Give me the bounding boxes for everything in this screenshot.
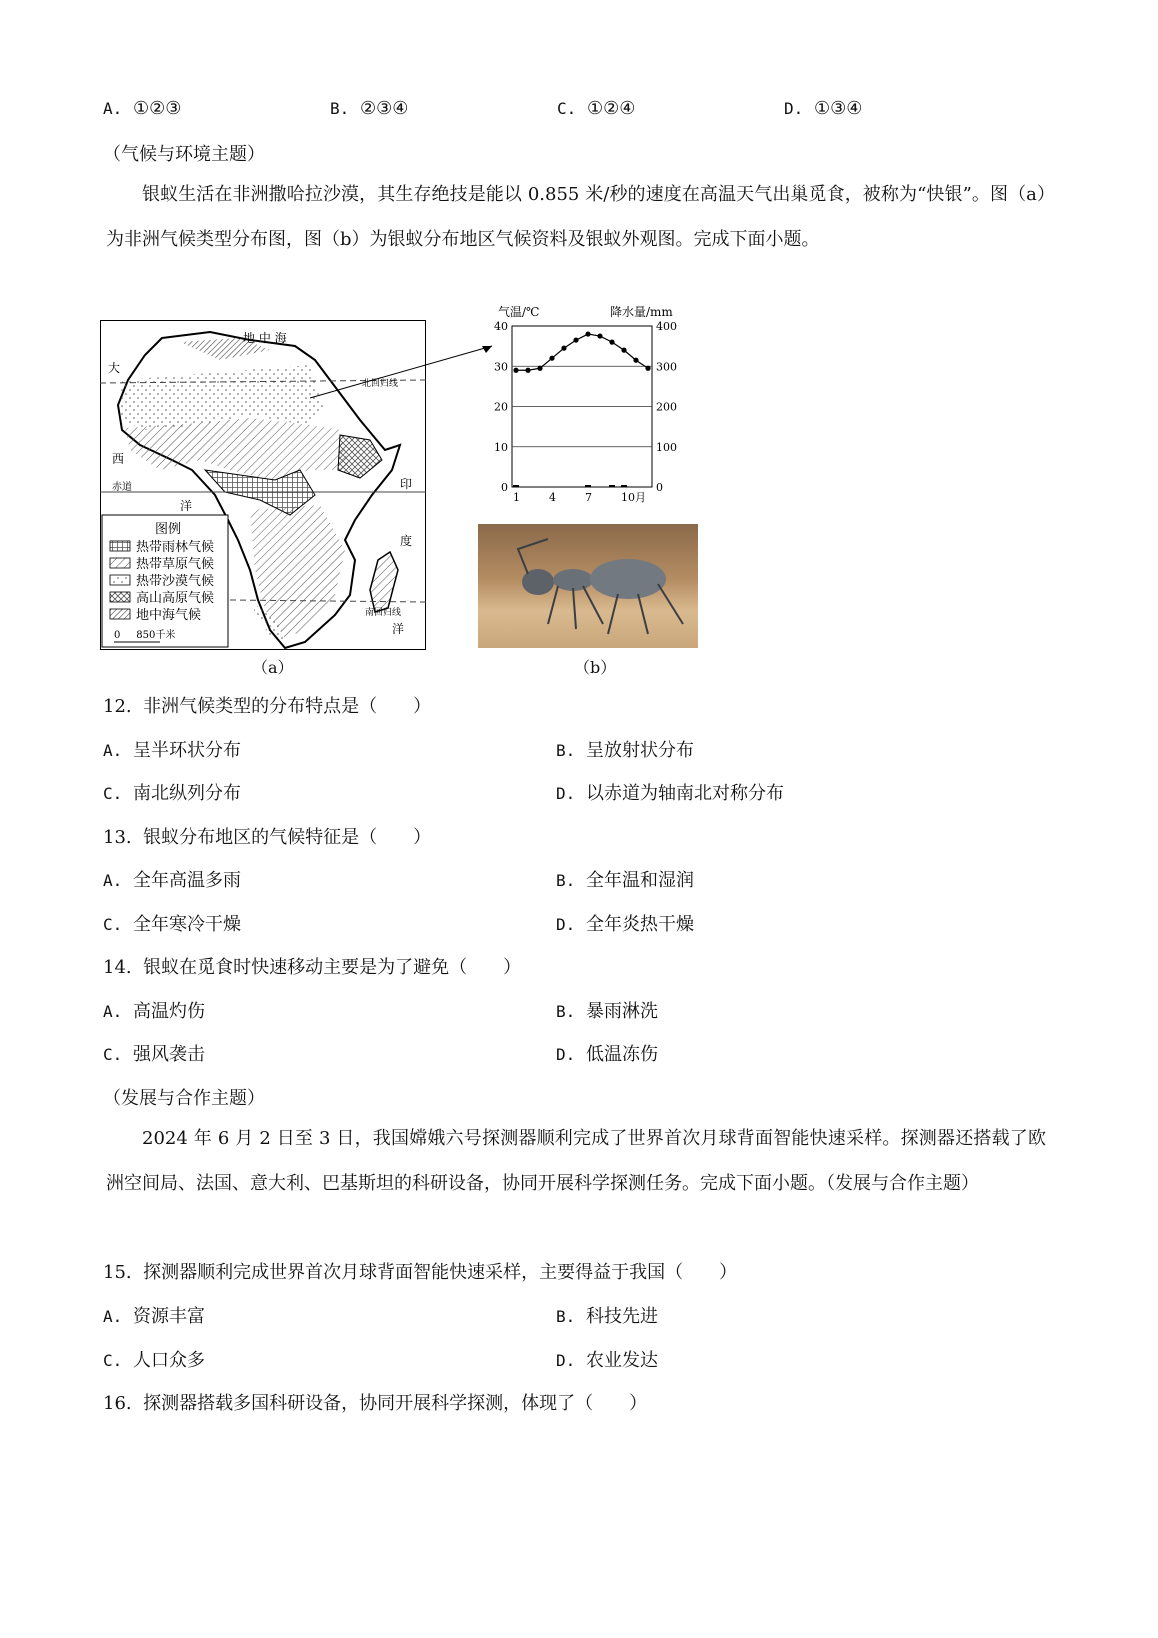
map-label-equator: 赤道	[112, 482, 132, 493]
chart-temp-line	[516, 334, 648, 370]
q15-option-d: D. 农业发达	[556, 1350, 658, 1371]
chart-xtick: 4	[549, 491, 556, 504]
top-option-c: C. ①②④	[557, 98, 636, 119]
chart-temp-point	[561, 346, 566, 351]
q12-option-d: D. 以赤道为轴南北对称分布	[556, 783, 784, 804]
q14-option-a: A. 高温灼伤	[103, 1001, 205, 1022]
chart-ytick-right: 200	[656, 400, 677, 414]
figure-b-caption: （b）	[574, 658, 617, 677]
chart-temp-point	[633, 358, 638, 363]
chart-temp-point	[549, 356, 554, 361]
map-label-da: 大	[108, 361, 121, 375]
question-15: 15. 探测器顺利完成世界首次月球背面智能快速采样，主要得益于我国（ ）	[103, 1262, 738, 1283]
q14-option-b: B. 暴雨淋洗	[556, 1001, 658, 1022]
section-theme-climate: （气候与环境主题）	[103, 144, 265, 165]
section-intro-development: 2024 年 6 月 2 日至 3 日，我国嫦娥六号探测器顺利完成了世界首次月球背面智能快速采样。探测器还搭载了欧洲空间局、法国、意大利、巴基斯坦的科研设备，协同开展科学探测任务。完成下面小题。（发展与合作主题）	[106, 1128, 1046, 1194]
chart-ytick-right: 300	[656, 360, 677, 374]
chart-temp-point	[573, 337, 578, 342]
map-label-du: 度	[400, 534, 413, 548]
legend-item-rainforest: 热带雨林气候	[136, 540, 215, 555]
chart-rain-bar	[513, 485, 519, 487]
top-option-d: D. ①③④	[784, 98, 863, 119]
map-label-yang-w: 洋	[180, 499, 193, 513]
question-12: 12. 非洲气候类型的分布特点是（ ）	[103, 696, 432, 717]
chart-ytick-right: 100	[656, 440, 677, 454]
q15-option-a: A. 资源丰富	[103, 1306, 205, 1327]
q12-option-b: B. 呈放射状分布	[556, 740, 694, 761]
q15-option-c: C. 人口众多	[103, 1350, 205, 1371]
chart-ylabel-right: 降水量/mm	[610, 305, 673, 319]
chart-temp-point	[537, 366, 542, 371]
question-14: 14. 银蚁在觅食时快速移动主要是为了避免（ ）	[103, 957, 522, 978]
climate-chart	[480, 300, 700, 510]
q12-option-c: C. 南北纵列分布	[103, 783, 241, 804]
question-13: 13. 银蚁分布地区的气候特征是（ ）	[103, 827, 432, 848]
q13-option-d: D. 全年炎热干燥	[556, 914, 694, 935]
chart-temp-point	[585, 331, 590, 336]
map-label-yang-e: 洋	[392, 622, 405, 636]
chart-xtick: 10月	[621, 491, 646, 504]
map-label-yin: 印	[400, 477, 413, 491]
q15-option-b: B. 科技先进	[556, 1306, 658, 1327]
chart-ytick-left: 40	[494, 320, 508, 333]
q13-option-a: A. 全年高温多雨	[103, 870, 241, 891]
legend-item-savanna: 热带草原气候	[136, 557, 215, 572]
question-16: 16. 探测器搭载多国科研设备，协同开展科学探测，体现了（ ）	[103, 1393, 648, 1414]
map-label-tropic-s: 南回归线	[365, 608, 402, 618]
q13-option-c: C. 全年寒冷干燥	[103, 914, 241, 935]
map-label-med: 地 中 海	[243, 331, 287, 345]
q14-option-c: C. 强风袭击	[103, 1044, 205, 1065]
chart-ytick-left: 10	[494, 440, 508, 454]
legend-item-mediterranean: 地中海气候	[136, 608, 202, 623]
top-option-b: B. ②③④	[330, 98, 409, 119]
top-option-a: A. ①②③	[103, 98, 182, 119]
section-theme-development: （发展与合作主题）	[103, 1088, 265, 1109]
chart-ytick-left: 0	[501, 481, 508, 494]
chart-temp-point	[621, 348, 626, 353]
map-scale: 0 850千米	[114, 630, 176, 641]
chart-rain-bar	[621, 485, 627, 487]
chart-temp-point	[525, 368, 530, 373]
chart-ytick-left: 30	[494, 360, 508, 374]
legend-item-desert: 热带沙漠气候	[136, 574, 215, 589]
chart-temp-point	[609, 340, 614, 345]
q13-option-b: B. 全年温和湿润	[556, 870, 694, 891]
chart-ytick-left: 20	[494, 400, 508, 414]
chart-rain-bar	[609, 485, 615, 487]
legend-title: 图例	[155, 522, 182, 537]
map-label-xi: 西	[112, 452, 125, 466]
q12-option-a: A. 呈半环状分布	[103, 740, 241, 761]
map-label-tropic-n: 北回归线	[362, 379, 399, 389]
legend-item-highland: 高山高原气候	[136, 591, 215, 606]
figure-a-caption: （a）	[252, 658, 294, 677]
section-intro-climate: 银蚁生活在非洲撒哈拉沙漠，其生存绝技是能以 0.855 米/秒的速度在高温天气出巢觅食，被称为“快银”。图（a）为非洲气候类型分布图，图（b）为银蚁分布地区气候资料及银蚁外观图。完成下面小题。	[106, 184, 1046, 250]
chart-rain-bar	[585, 485, 591, 487]
q14-option-d: D. 低温冻伤	[556, 1044, 658, 1065]
chart-xtick: 7	[585, 491, 592, 504]
chart-ylabel-left: 气温/℃	[498, 305, 540, 319]
chart-ytick-right: 0	[656, 481, 663, 494]
chart-xtick: 1	[513, 491, 520, 504]
map-to-chart-arrow	[300, 340, 500, 410]
chart-temp-point	[513, 368, 518, 373]
chart-ytick-right: 400	[656, 320, 677, 333]
chart-temp-point	[597, 333, 602, 338]
silver-ant-photo	[478, 524, 698, 648]
chart-temp-point	[645, 366, 650, 371]
